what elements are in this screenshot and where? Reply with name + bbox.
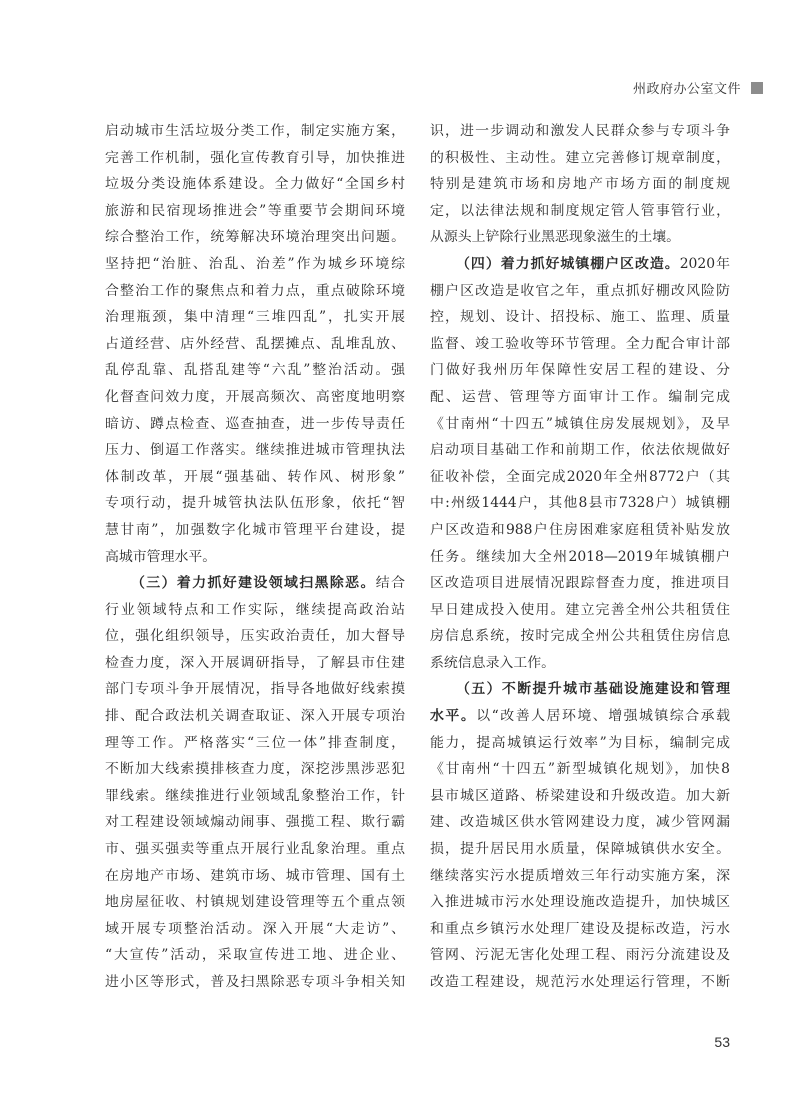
line-text: 检查力度，深入开展调研指导，了解县市住建 [105,654,405,671]
line-text: 户区改造和988户住房困难家庭租赁补贴发放 [430,521,730,538]
line-text: 以“改善人居环境、增强城镇综合承载 [476,708,730,725]
line-text: 理等工作。严格落实“三位一体”排查制度， [105,734,405,751]
section-heading: 水平。 [430,708,477,725]
text-line [430,357,730,384]
text-line [105,331,405,358]
line-text: 能力，提高城镇运行效率”为目标，编制完成 [430,734,730,751]
text-line [430,863,730,890]
text-line [105,544,405,571]
page-number: 53 [714,1034,730,1050]
text-line [105,357,405,384]
text-line [105,916,405,943]
line-text: 占道经营、店外经营、乱摆摊点、乱堆乱放、 [105,335,405,352]
line-text: 从源头上铲除行业黑恶现象滋生的土壤。 [430,229,681,246]
line-text: 定，以法律法规和制度规定管人管事管行业， [430,202,730,219]
line-text: 《甘南州“十四五”城镇住房发展规划》，及早 [430,415,730,432]
line-text: 征收补偿，全面完成2020年全州8772户（其 [430,468,730,485]
header-square-mark [751,82,763,94]
text-line [430,224,730,251]
line-text: 早日建成投入使用。建立完善全州公共租赁住 [430,601,730,618]
text-line [105,118,405,145]
text-line [430,942,730,969]
line-text: 位，强化组织领导，压实政治责任，加大督导 [105,628,405,645]
text-line [105,756,405,783]
line-text: 监督、竣工验收等环节管理。全力配合审计部 [430,335,730,352]
right-text-column [430,118,730,996]
text-line [105,145,405,172]
text-line [430,809,730,836]
text-line [105,809,405,836]
text-line [105,836,405,863]
text-line [105,384,405,411]
section-heading: （四）着力抓好城镇棚户区改造。 [456,255,680,272]
line-text: 综合整治工作，统筹解决环境治理突出问题。 [105,229,405,246]
left-text-column [105,118,405,996]
line-text: 系统信息录入工作。 [430,654,556,671]
line-text: 启动城市生活垃圾分类工作，制定实施方案， [105,123,405,139]
text-line [430,278,730,305]
text-line [430,171,730,198]
line-text: 结合 [375,575,405,592]
line-text: 高城市管理水平。 [105,548,217,565]
text-line [105,703,405,730]
text-line [430,118,730,145]
section-heading: （五）不断提升城市基础设施建设和管理 [456,681,730,698]
text-line [105,783,405,810]
line-text: 乱停乱靠、乱搭乱建等“六乱”整治活动。强 [105,362,405,379]
text-line [105,464,405,491]
text-line [430,437,730,464]
line-text: 慧甘南”，加强数字化城市管理平台建设，提 [105,521,405,538]
text-line [430,490,730,517]
text-line [430,676,730,703]
text-line [105,942,405,969]
line-text: 门做好我州历年保障性安居工程的建设、分 [430,362,730,379]
text-line [430,304,730,331]
text-line [105,437,405,464]
line-text: 市、强买强卖等重点开展行业乱象治理。重点 [105,841,405,858]
line-text: 体制改革，开展“强基础、转作风、树形象” [105,468,405,485]
line-text: 完善工作机制，强化宣传教育引导，加快推进 [105,149,405,166]
text-line [430,836,730,863]
text-line [105,597,405,624]
line-text: 地房屋征收、村镇规划建设管理等五个重点领 [105,894,405,911]
text-line [430,623,730,650]
line-text: 改造工程建设，规范污水处理运行管理，不断 [430,974,730,990]
line-text: 对工程建设领域煽动闹事、强揽工程、欺行霸 [105,814,405,831]
text-line [105,889,405,916]
text-line [105,863,405,890]
line-text: 暗访、蹲点检查、巡查抽查，进一步传导责任 [105,415,405,432]
line-text: 专项行动，提升城管执法队伍形象，依托“智 [105,495,405,512]
line-text: 合整治工作的聚焦点和着力点，重点破除环境 [105,282,405,299]
text-line [430,783,730,810]
line-text: 识，进一步调动和激发人民群众参与专项斗争 [430,123,730,139]
line-text: 和重点乡镇污水处理厂建设及提标改造，污水 [430,920,730,937]
line-text: 进小区等形式，普及扫黑除恶专项斗争相关知 [105,974,405,990]
text-line [105,278,405,305]
line-text: 治理瓶颈，集中清理“三堆四乱”，扎实开展 [105,309,405,326]
line-text: 在房地产市场、建筑市场、城市管理、国有土 [105,867,405,884]
text-line [105,304,405,331]
line-text: 化督查问效力度，开展高频次、高密度地明察 [105,388,405,405]
line-text: 压力、倒逼工作落实。继续推进城市管理执法 [105,442,405,459]
text-line [430,145,730,172]
text-line [105,623,405,650]
text-line [105,730,405,757]
line-text: 中:州级1444户，其他8县市7328户）城镇棚 [430,495,730,512]
line-text: 不断加大线索摸排核查力度，深挖涉黑涉恶犯 [105,761,405,778]
text-line [105,490,405,517]
text-line [105,676,405,703]
text-line [430,251,730,278]
text-line [430,703,730,730]
text-line [105,570,405,597]
line-text: 县市城区道路、桥梁建设和升级改造。加大新 [430,787,730,804]
text-line [430,384,730,411]
text-line [105,411,405,438]
text-line [430,650,730,677]
line-text: “大宣传”活动，采取宣传进工地、进企业、 [105,947,405,964]
text-line [430,517,730,544]
text-line [430,464,730,491]
line-text: 入推进城市污水处理设施改造提升，加快城区 [430,894,730,911]
text-line [430,597,730,624]
line-text: 控，规划、设计、招投标、施工、监理、质量 [430,309,730,326]
line-text: 特别是建筑市场和房地产市场方面的制度规 [430,176,730,193]
line-text: 排、配合政法机关调查取证、深入开展专项治 [105,708,405,725]
line-text: 坚持把“治脏、治乱、治差”作为城乡环境综 [105,255,405,272]
line-text: 《甘南州“十四五”新型城镇化规划》，加快8 [430,761,730,778]
text-line [430,570,730,597]
text-line [430,916,730,943]
line-text: 损，提升居民用水质量，保障城镇供水安全。 [430,841,730,858]
line-text: 房信息系统，按时完成全州公共租赁住房信息 [430,628,730,645]
header-title: 州政府办公室文件 [632,82,741,97]
line-text: 继续落实污水提质增效三年行动实施方案，深 [430,867,730,884]
line-text: 棚户区改造是收官之年，重点抓好棚改风险防 [430,282,730,299]
text-line [105,969,405,996]
text-line [430,198,730,225]
text-line [105,171,405,198]
text-line [105,224,405,251]
line-text: 罪线索。继续推进行业领域乱象整治工作，针 [105,787,405,804]
text-line [430,730,730,757]
line-text: 任务。继续加大全州2018—2019年城镇棚户 [430,548,730,565]
line-text: 域开展专项整治活动。深入开展“大走访”、 [105,920,405,937]
text-line [430,544,730,571]
line-text: 启动项目基础工作和前期工作，依法依规做好 [430,442,730,459]
line-text: 区改造项目进展情况跟踪督查力度，推进项目 [430,575,730,592]
line-text: 的积极性、主动性。建立完善修订规章制度， [430,149,730,166]
text-line [430,889,730,916]
line-text: 部门专项斗争开展情况，指导各地做好线索摸 [105,681,405,698]
text-line [430,331,730,358]
text-line [430,756,730,783]
line-text: 2020年 [679,255,730,272]
line-text: 配、运营、管理等方面审计工作。编制完成 [430,388,730,405]
text-line [430,411,730,438]
line-text: 垃圾分类设施体系建设。全力做好“全国乡村 [105,176,405,193]
section-heading: （三）着力抓好建设领域扫黑除恶。 [131,575,376,592]
line-text: 旅游和民宿现场推进会”等重要节会期间环境 [105,202,405,219]
line-text: 管网、污泥无害化处理工程、雨污分流建设及 [430,947,730,964]
line-text: 行业领域特点和工作实际，继续提高政治站 [105,601,405,618]
text-line [430,969,730,996]
text-line [105,198,405,225]
running-header [633,78,763,97]
text-line [105,251,405,278]
line-text: 建、改造城区供水管网建设力度，减少管网漏 [430,814,730,831]
text-line [105,517,405,544]
text-line [105,650,405,677]
